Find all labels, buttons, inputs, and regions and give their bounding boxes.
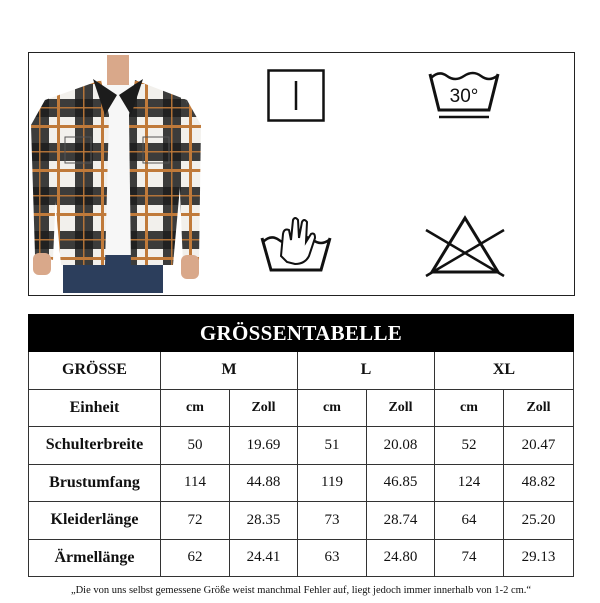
table-row [29,427,574,465]
size-l-header: L [298,352,435,390]
value-cell: 46.85 [367,464,435,502]
value-cell: 24.41 [230,539,298,577]
unit-cell: Zoll [230,389,298,427]
size-chart-title: GRÖSSENTABELLE [29,315,574,352]
value-cell: 28.74 [367,502,435,540]
value-cell: 20.47 [504,427,574,465]
value-cell: 62 [161,539,230,577]
value-cell: 19.69 [230,427,298,465]
unit-cell: Zoll [367,389,435,427]
wash-30-icon [427,64,501,122]
value-cell: 63 [298,539,367,577]
hand-wash-icon [259,212,333,276]
tumble-dry-line-icon [267,69,325,122]
no-bleach-icon [418,212,512,278]
value-cell: 73 [298,502,367,540]
unit-cell: cm [161,389,230,427]
value-cell: 28.35 [230,502,298,540]
product-model-photo [31,55,201,293]
table-row [29,539,574,577]
value-cell: 48.82 [504,464,574,502]
wash-temp-label: 30° [450,86,479,107]
value-cell: 72 [161,502,230,540]
value-cell: 50 [161,427,230,465]
value-cell: 29.13 [504,539,574,577]
table-row [29,502,574,540]
value-cell: 74 [435,539,504,577]
value-cell: 44.88 [230,464,298,502]
row-label: Kleiderlänge [29,502,161,540]
size-header: GRÖSSE [29,352,161,390]
value-cell: 24.80 [367,539,435,577]
unit-cell: Zoll [504,389,574,427]
value-cell: 51 [298,427,367,465]
measurement-note: „Die von uns selbst gemessene Größe weist manchmal Fehler auf, liegt jedoch immer innerhalb von 1-2 cm.“ [29,577,574,603]
row-label: Brustumfang [29,464,161,502]
value-cell: 114 [161,464,230,502]
table-row [29,464,574,502]
value-cell: 25.20 [504,502,574,540]
size-m-header: M [161,352,298,390]
value-cell: 20.08 [367,427,435,465]
value-cell: 52 [435,427,504,465]
value-cell: 119 [298,464,367,502]
unit-header: Einheit [29,389,161,427]
value-cell: 124 [435,464,504,502]
plaid-shirt-illustration [31,55,201,293]
value-cell: 64 [435,502,504,540]
size-chart-table [28,314,574,603]
unit-cell: cm [435,389,504,427]
size-xl-header: XL [435,352,574,390]
row-label: Schulterbreite [29,427,161,465]
unit-cell: cm [298,389,367,427]
row-label: Ärmellänge [29,539,161,577]
